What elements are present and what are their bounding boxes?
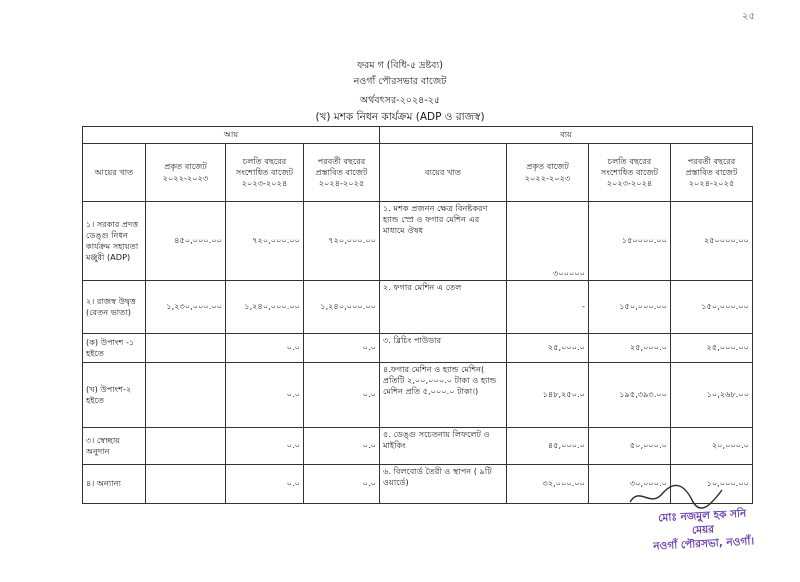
proposed-value: ১,২৪০,০০০.০০: [304, 281, 380, 334]
actual-value: [146, 334, 226, 363]
actual-value: ৪৫০,০০০.০০: [146, 202, 226, 281]
exp-proposed-value: ২৫০০০০.০০: [671, 202, 753, 281]
section-header-row: [83, 127, 753, 144]
exp-revised-value: ২৫,০০০.০: [589, 334, 671, 363]
expense-head-header: ব্যয়ের খাত: [380, 144, 507, 202]
exp-proposed-value: ২০,০০০.০: [671, 428, 753, 465]
table-row: [83, 334, 753, 363]
actual-value: [146, 363, 226, 428]
revised-budget-header: চলতি বছরের সংশোধিত বাজেট ২০২৩-২০২৪: [226, 144, 304, 202]
signatory-office: নওগাঁ পৌরসভা, নওগাঁ।: [653, 535, 755, 553]
income-section-header: আয়: [83, 127, 380, 144]
exp-proposed-value: ১৫০,০০০.০০: [671, 281, 753, 334]
exp-revised-budget-header: চলতি বছরের সংশোধিত বাজেট ২০২৩-২০২৪: [589, 144, 671, 202]
expense-label: ৫. ডেঙ্গু সচেতনায় লিফলেট ও মাইকিং: [380, 428, 507, 465]
actual-budget-header: প্রকৃত বাজেট ২০২২-২০২৩: [146, 144, 226, 202]
revised-value: ০.০: [226, 428, 304, 465]
table-row: [83, 202, 753, 281]
proposed-value: ০.০: [304, 465, 380, 504]
signatory-title: মেয়র: [691, 523, 715, 537]
proposed-budget-header: পরবর্তী বছরের প্রস্তাবিত বাজেট ২০২৪-২০২৫: [304, 144, 380, 202]
exp-revised-value: ১৫০,০০০.০০: [589, 281, 671, 334]
exp-actual-value: ১৪৮,২৫০.০: [507, 363, 589, 428]
signatory-name: মোঃ নজমুল হক সনি: [657, 507, 747, 525]
table-row: [83, 363, 753, 428]
program-title: (খ) মশক নিধন কার্যক্রম (ADP ও রাজস্ব): [315, 111, 485, 123]
signature-scribble: [626, 482, 726, 510]
income-label: ২। রাজস্ব উদ্বৃত্ত (বেতন ভাতা): [83, 281, 146, 334]
municipality-title: নওগাঁ পৌরসভার বাজেট: [353, 76, 447, 87]
expense-label: ৩. ব্লিচিং পাউডার: [380, 334, 507, 363]
exp-actual-value: ৩০০০০০: [507, 202, 589, 281]
column-header-row: [83, 144, 753, 202]
revised-value: ০.০: [226, 363, 304, 428]
actual-value: [146, 465, 226, 504]
expense-label: ৪.ফগার মেশিন ও হ্যান্ড মেশিন( প্রতিটি ২,০০,০০০.০ টাকা ও হ্যান্ড মেশিন প্রতি ৫,০০০.০ টাকা।): [380, 363, 507, 428]
exp-proposed-value: ১০,২৬৮.০০: [671, 363, 753, 428]
exp-actual-budget-header: প্রকৃত বাজেট ২০২২-২০২৩: [507, 144, 589, 202]
table-row: [83, 281, 753, 334]
actual-value: ১,২৩০,০০০.০০: [146, 281, 226, 334]
proposed-value: ০.০: [304, 334, 380, 363]
revised-value: ০.০: [226, 334, 304, 363]
exp-revised-value: ৩০,০০০.০: [589, 465, 671, 504]
exp-proposed-budget-header: পরবর্তী বছরের প্রস্তাবিত বাজেট ২০২৪-২০২৫: [671, 144, 753, 202]
revised-value: ১,২৪০,০০০.০০: [226, 281, 304, 334]
expense-section-header: ব্যয়: [380, 127, 753, 144]
mayor-signature-stamp: [607, 504, 799, 556]
exp-proposed-value: ২৫,০০০.০০: [671, 334, 753, 363]
exp-revised-value: ১৫০০০০.০০: [589, 202, 671, 281]
income-label: ৪। অন্যান্য: [83, 465, 146, 504]
page-number: ২৫: [742, 11, 755, 22]
income-label: (খ) উপাংশ-২ হইতে: [83, 363, 146, 428]
income-label: ৩। স্বেচ্ছায় অনুদান: [83, 428, 146, 465]
proposed-value: ৭২০,০০০.০০: [304, 202, 380, 281]
expense-label: ২. ফগার মেশিন এ তেল: [380, 281, 507, 334]
fiscal-year: অর্থবৎসর-২০২৪-২৫: [359, 95, 441, 106]
income-label: ১। সরকার প্রদত্ত ডেঙ্গু নিধন কার্যক্রম সহায়তা মঞ্জুরী (ADP): [83, 202, 146, 281]
exp-actual-value: ৪৫,০০০.০: [507, 428, 589, 465]
revised-value: ৭২০,০০০.০০: [226, 202, 304, 281]
actual-value: [146, 428, 226, 465]
exp-actual-value: -: [507, 281, 589, 334]
expense-label: ৬. বিলবোর্ড তৈরী ও স্থাপন ( ৯টি ওয়ার্ডে): [380, 465, 507, 504]
exp-revised-value: ১৯৫,৩৯৩.০০: [589, 363, 671, 428]
form-reference: ফরম গ (বিধি-৫ দ্রষ্টব্য): [357, 60, 443, 71]
budget-table: [82, 126, 753, 504]
table-row: [83, 428, 753, 465]
income-head-header: আয়ের খাত: [83, 144, 146, 202]
income-label: (ক) উপাংশ -১ হইতে: [83, 334, 146, 363]
exp-actual-value: ২৫,০০০.০: [507, 334, 589, 363]
exp-proposed-value: ১০,০০০.০০: [671, 465, 753, 504]
revised-value: ০.০: [226, 465, 304, 504]
expense-label: ১. মশক প্রজনন ক্ষেত্র বিনষ্টকরণ হ্যান্ড স্প্রে ও ফগার মেশিন এর মাধ্যমে ঔষধ: [380, 202, 507, 281]
exp-actual-value: ৩২,০০০.০০: [507, 465, 589, 504]
proposed-value: ০.০: [304, 428, 380, 465]
proposed-value: ০.০: [304, 363, 380, 428]
exp-revised-value: ৫০,০০০.০: [589, 428, 671, 465]
